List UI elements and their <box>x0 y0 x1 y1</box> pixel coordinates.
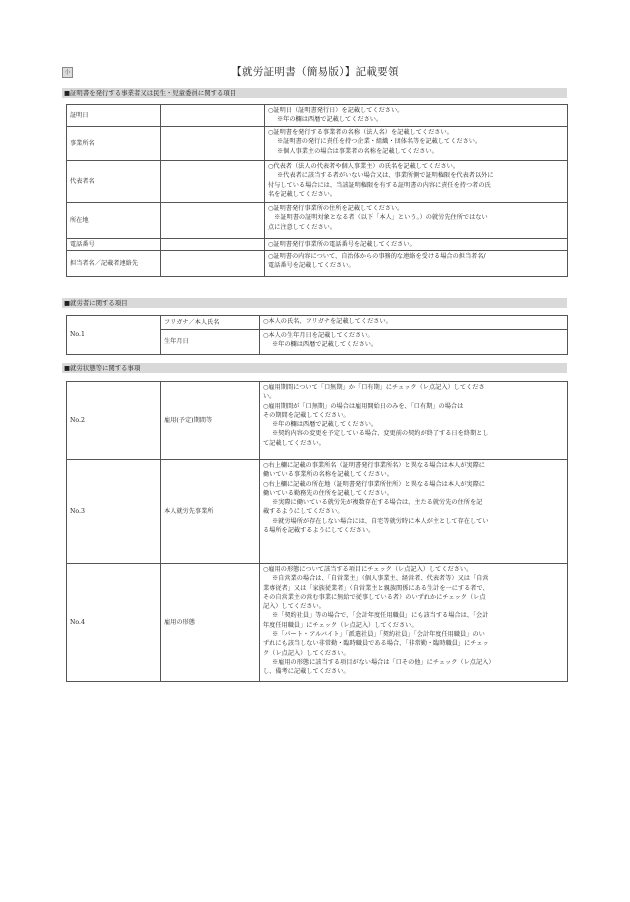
employment-desc <box>260 382 568 460</box>
issuer-desc <box>265 251 568 277</box>
desc-line: て記載してください。 <box>263 439 325 447</box>
desc-line: し、備考に記載してください。 <box>263 668 350 676</box>
desc-line: い。 <box>263 393 276 401</box>
worker-desc <box>260 330 568 355</box>
desc-line: ク（レ点記入）してください。 <box>263 649 350 657</box>
desc-line: ○本人の氏名、フリガナを記載してください。 <box>263 318 392 325</box>
issuer-value-cell <box>161 161 265 203</box>
employment-no: No.4 <box>67 564 161 682</box>
desc-line: 載するようにしてください。 <box>263 508 344 516</box>
desc-line: ※代表者に該当する者がいない場合又は、事業所側で証明権限を代表者以外に <box>277 172 494 180</box>
issuer-desc <box>265 161 568 203</box>
worker-label: フリガナ／本人氏名 <box>161 316 260 330</box>
issuer-desc <box>265 127 568 161</box>
section-heading-employment: ■就労状態等に関する事項 <box>62 363 567 373</box>
section-heading-issuer: ■証明書を発行する事業者又は民生・児童委員に関する項目 <box>62 88 567 98</box>
employment-label: 雇用の形態 <box>161 564 260 682</box>
worker-table <box>66 315 568 355</box>
issuer-label: 電話番号 <box>67 239 161 251</box>
desc-line: 働いている勤務先の住所を記載してください。 <box>263 489 393 497</box>
worker-label: 生年月日 <box>161 330 260 355</box>
issuer-value-cell <box>161 105 265 127</box>
desc-line: ※年の欄は西暦で記載してください。 <box>272 421 378 429</box>
worker-no: No.1 <box>67 316 161 355</box>
desc-line: ※契約内容の変更を予定している場合、変更前の契約が終了する日を終期とし <box>272 430 489 438</box>
desc-line: ※「パート・アルバイト」「派遣社員」「契約社員」「会計年度任用職員」のい <box>272 631 485 639</box>
desc-line: ○証明書発行事業所の住所を記載してください。 <box>268 205 404 212</box>
desc-line: ○右上欄に記載の事業所名（証明書発行事業所名）と異なる場合は本人が実際に <box>263 462 485 469</box>
desc-line: ○右上欄に記載の所在地（証明書発行事業所住所）と異なる場合は本人が実際に <box>263 480 485 488</box>
employment-desc <box>260 460 568 564</box>
page-badge: 小 <box>62 67 73 78</box>
desc-line: 付与している場合には、当該証明権限を有する証明書の内容に責任を持つ者の氏 <box>268 181 491 189</box>
issuer-desc <box>265 203 568 239</box>
employment-table <box>66 381 568 682</box>
desc-line: ※「契約社員」等の場合で、「会計年度任用職員」にも該当する場合は、「会計 <box>272 612 489 620</box>
desc-line: 電話番号を記載してください。 <box>268 262 355 270</box>
desc-line: ○証明書の内容について、自治体からの事務的な連絡を受ける場合の担当者名/ <box>268 253 486 260</box>
desc-line: ※年の欄は西暦で記載してください。 <box>277 116 383 124</box>
desc-line: ※証明書の発行に責任を持つ企業・組織・団体名等を記載してください。 <box>277 138 482 146</box>
desc-line: ※年の欄は西暦で記載してください。 <box>272 341 378 349</box>
desc-line: ○代表者（法人の代表者や個人事業主）の氏名を記載してください。 <box>268 163 460 170</box>
desc-line: 点に注意してください。 <box>268 223 337 231</box>
worker-desc <box>260 316 568 330</box>
desc-line: る場所を記載するようにしてください。 <box>263 527 375 535</box>
issuer-value-cell <box>161 239 265 251</box>
issuer-desc <box>265 239 568 251</box>
issuer-table <box>66 104 568 277</box>
desc-line: ずれにも該当しない非常勤・臨時職員である場合、「非常勤・臨時職員」にチェッ <box>263 640 489 648</box>
issuer-label: 代表者名 <box>67 161 161 203</box>
desc-line: ○雇用の形態について該当する項目にチェック（レ点記入）してください。 <box>263 566 473 573</box>
document-title: 【就労証明書（簡易版）】記載要領 <box>231 66 399 78</box>
issuer-label: 所在地 <box>67 203 161 239</box>
desc-line: その期間を記載してください。 <box>263 411 350 419</box>
issuer-desc <box>265 105 568 127</box>
issuer-value-cell <box>161 203 265 239</box>
desc-line: その自営業主の営む事業に無給で従事している者）のいずれかにチェック（レ点 <box>263 593 486 601</box>
desc-line: ※個人事業主の場合は事業者の名称を記載してください。 <box>277 147 438 155</box>
issuer-value-cell <box>161 127 265 161</box>
desc-line: 名を記載してください。 <box>268 190 337 198</box>
employment-no: No.3 <box>67 460 161 564</box>
employment-label: 雇用(予定)期間等 <box>161 382 260 460</box>
desc-line: ○雇用期間について「口無期」か「口有期」にチェック（レ点記入）してくださ <box>263 384 485 391</box>
desc-line: ※雇用の形態に該当する項目がない場合は「口その他」にチェック（レ点記入） <box>272 658 495 666</box>
desc-line: ○証明書を発行する事業者の名称（法人名）を記載してください。 <box>268 129 453 136</box>
desc-line: ※就労場所が存在しない場合には、自宅等就労時に本人が主として存在してい <box>272 517 489 525</box>
desc-line: ※証明書の証明対象となる者（以下「本人」という。）の就労先住所ではない <box>268 214 488 222</box>
desc-line: ※実際に働いている就労先が複数存在する場合は、主たる就労先の住所を記 <box>272 499 483 507</box>
issuer-label: 担当者名／記載者連絡先 <box>67 251 161 277</box>
employment-no: No.2 <box>67 382 161 460</box>
desc-line: ※自営業の場合は、「自営業主」（個人事業主、経営者、代表者等）又は「自営 <box>272 575 489 583</box>
desc-line: 業専従者」又は「家族従業者」（自営業主と親族関係にある生計を一にする者で、 <box>263 584 489 592</box>
section-heading-worker: ■就労者に関する項目 <box>62 298 567 308</box>
issuer-label: 事業所名 <box>67 127 161 161</box>
desc-line: ○証明書発行事業所の電話番号を記載してください。 <box>268 241 416 248</box>
issuer-label: 証明日 <box>67 105 161 127</box>
desc-line: 記入）してください。 <box>263 603 325 611</box>
employment-desc <box>260 564 568 682</box>
desc-line: 働いている事業所の名称を記載してください。 <box>263 471 393 479</box>
desc-line: ○本人の生年月日を記載してください。 <box>263 332 374 339</box>
desc-line: ○雇用期間が「口無期」の場合は雇用開始日のみを、「口有期」の場合は <box>263 402 464 410</box>
issuer-value-cell <box>161 251 265 277</box>
employment-label: 本人就労先事業所 <box>161 460 260 564</box>
desc-line: 年度任用職員」にチェック（レ点記入）してください。 <box>263 621 418 629</box>
desc-line: ○証明日（証明書発行日）を記載してください。 <box>268 107 404 114</box>
